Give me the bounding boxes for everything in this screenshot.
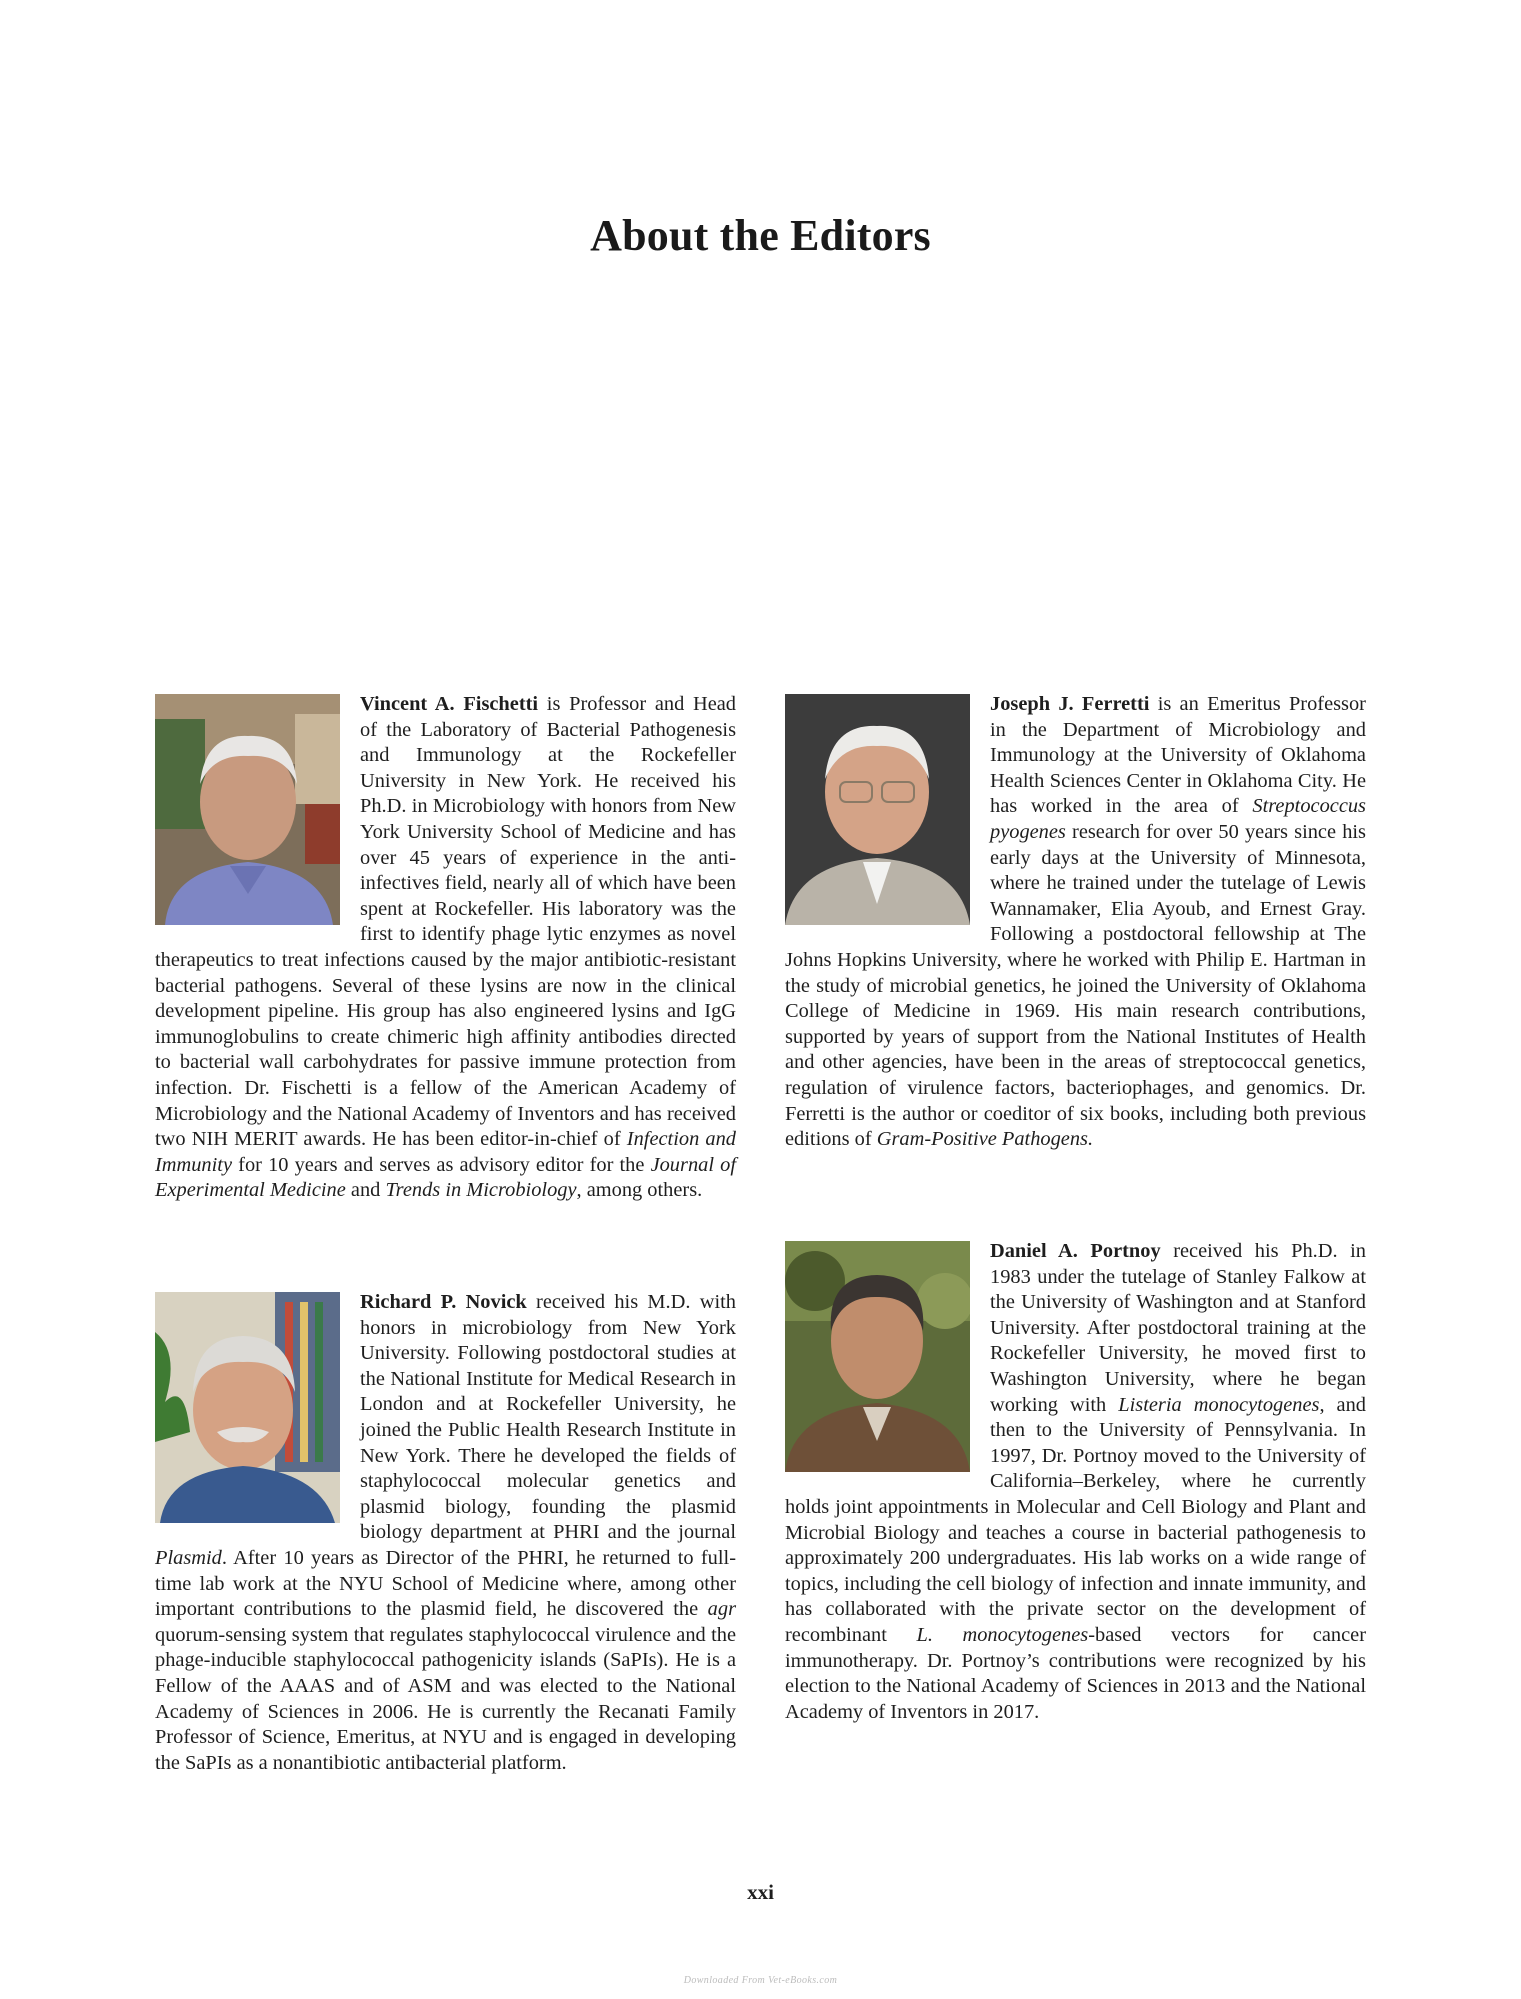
- editor-bio-ferretti: Joseph J. Ferretti is an Emeritus Professor in the Department of Microbiology and Immunology at the University of Oklahoma Health Sciences Center in Oklahoma City. He has worked in the area of Streptococcus pyogenes research for over 50 years since his early days at the University of Minnesota, where he trained under the tutelage of Lewis Wannamaker, Elia Ayoub, and Ernest Gray. Following a postdoctoral fellowship at The Johns Hopkins University, where he worked with Philip E. Hartman in the study of microbial genetics, he joined the University of Oklahoma College of Medicine in 1969. His main research contributions, supported by years of support from the National Institutes of Health and other agencies, have been in the areas of streptococcal genetics, regulation of virulence factors, bacteriophages, and genomics. Dr. Ferretti is the author or coeditor of six books, including both previous editions of Gram-Positive Pathogens.: [785, 693, 1366, 1151]
- editor-bio-fischetti: Vincent A. Fischetti is Professor and Head of the Laboratory of Bacterial Pathogenesis and Immunology at the Rockefeller University in New York. He received his Ph.D. in Microbiology with honors from New York University School of Medicine and has over 45 years of experience in the anti-infectives field, nearly all of which have been spent at Rockefeller. His laboratory was the first to identify phage lytic enzymes as novel therapeutics to treat infections caused by the major antibiotic-resistant bacterial pathogens. Several of these lysins are now in the clinical development pipeline. His group has also engineered lysins and IgG immunoglobulins to create chimeric high affinity antibodies directed to bacterial wall carbohydrates for passive immune protection from infection. Dr. Fischetti is a fellow of the American Academy of Microbiology and the National Academy of Inventors and has received two NIH MERIT awards. He has been editor-in-chief of Infection and Immunity for 10 years and serves as advisory editor for the Journal of Experimental Medicine and Trends in Microbiology, among others.: [155, 693, 737, 1202]
- editor-bio-portnoy: Daniel A. Portnoy received his Ph.D. in 1983 under the tutelage of Stanley Falkow at the University of Washington and at Stanford University. After postdoctoral training at the Rockefeller University, he moved first to Washington University, where he began working with Listeria monocytogenes, and then to the University of Pennsylvania. In 1997, Dr. Portnoy moved to the University of California–Berkeley, where he currently holds joint appointments in Molecular and Cell Biology and Plant and Microbial Biology and teaches a course in bacterial pathogenesis to approximately 200 undergraduates. His lab works on a wide range of topics, including the cell biology of infection and innate immunity, and has collaborated with the private sector on the development of recombinant L. monocytogenes-based vectors for cancer immunotherapy. Dr. Portnoy’s contributions were recognized by his election to the National Academy of Sciences in 2013 and the National Academy of Inventors in 2017.: [785, 1240, 1366, 1723]
- editor-name: Vincent A. Fischetti: [360, 693, 539, 715]
- editor-bio-novick: Richard P. Novick received his M.D. with honors in microbiology from New York University. Following postdoctoral studies at the National Institute for Medical Research in London and at Rockefeller University, he joined the Public Health Research Institute in New York. There he developed the fields of staphylococcal molecular genetics and plasmid biology, founding the plasmid biology department at PHRI and the journal Plasmid. After 10 years as Director of the PHRI, he returned to full-time lab work at the NYU School of Medicine where, among other important contributions to the plasmid field, he discovered the agr quorum-sensing system that regulates staphylococcal virulence and the phage-inducible staphylococcal pathogenicity islands (SaPIs). He is a Fellow of the AAAS and of ASM and was elected to the National Academy of Sciences in 2006. He is currently the Recanati Family Professor of Science, Emeritus, at NYU and is engaged in developing the SaPIs as a nonantibiotic antibacterial platform.: [155, 1291, 736, 1774]
- page-number: xxi: [747, 1880, 774, 1904]
- editor-name: Daniel A. Portnoy: [990, 1240, 1161, 1262]
- page-title: About the Editors: [590, 211, 931, 260]
- watermark-text: Downloaded From Vet-eBooks.com: [683, 1975, 838, 1986]
- fischetti-photo: [155, 694, 340, 925]
- editor-name: Richard P. Novick: [360, 1291, 527, 1313]
- editor-name: Joseph J. Ferretti: [990, 693, 1150, 715]
- ferretti-photo: [785, 694, 970, 925]
- portnoy-photo: [785, 1241, 970, 1472]
- novick-photo: [155, 1292, 340, 1523]
